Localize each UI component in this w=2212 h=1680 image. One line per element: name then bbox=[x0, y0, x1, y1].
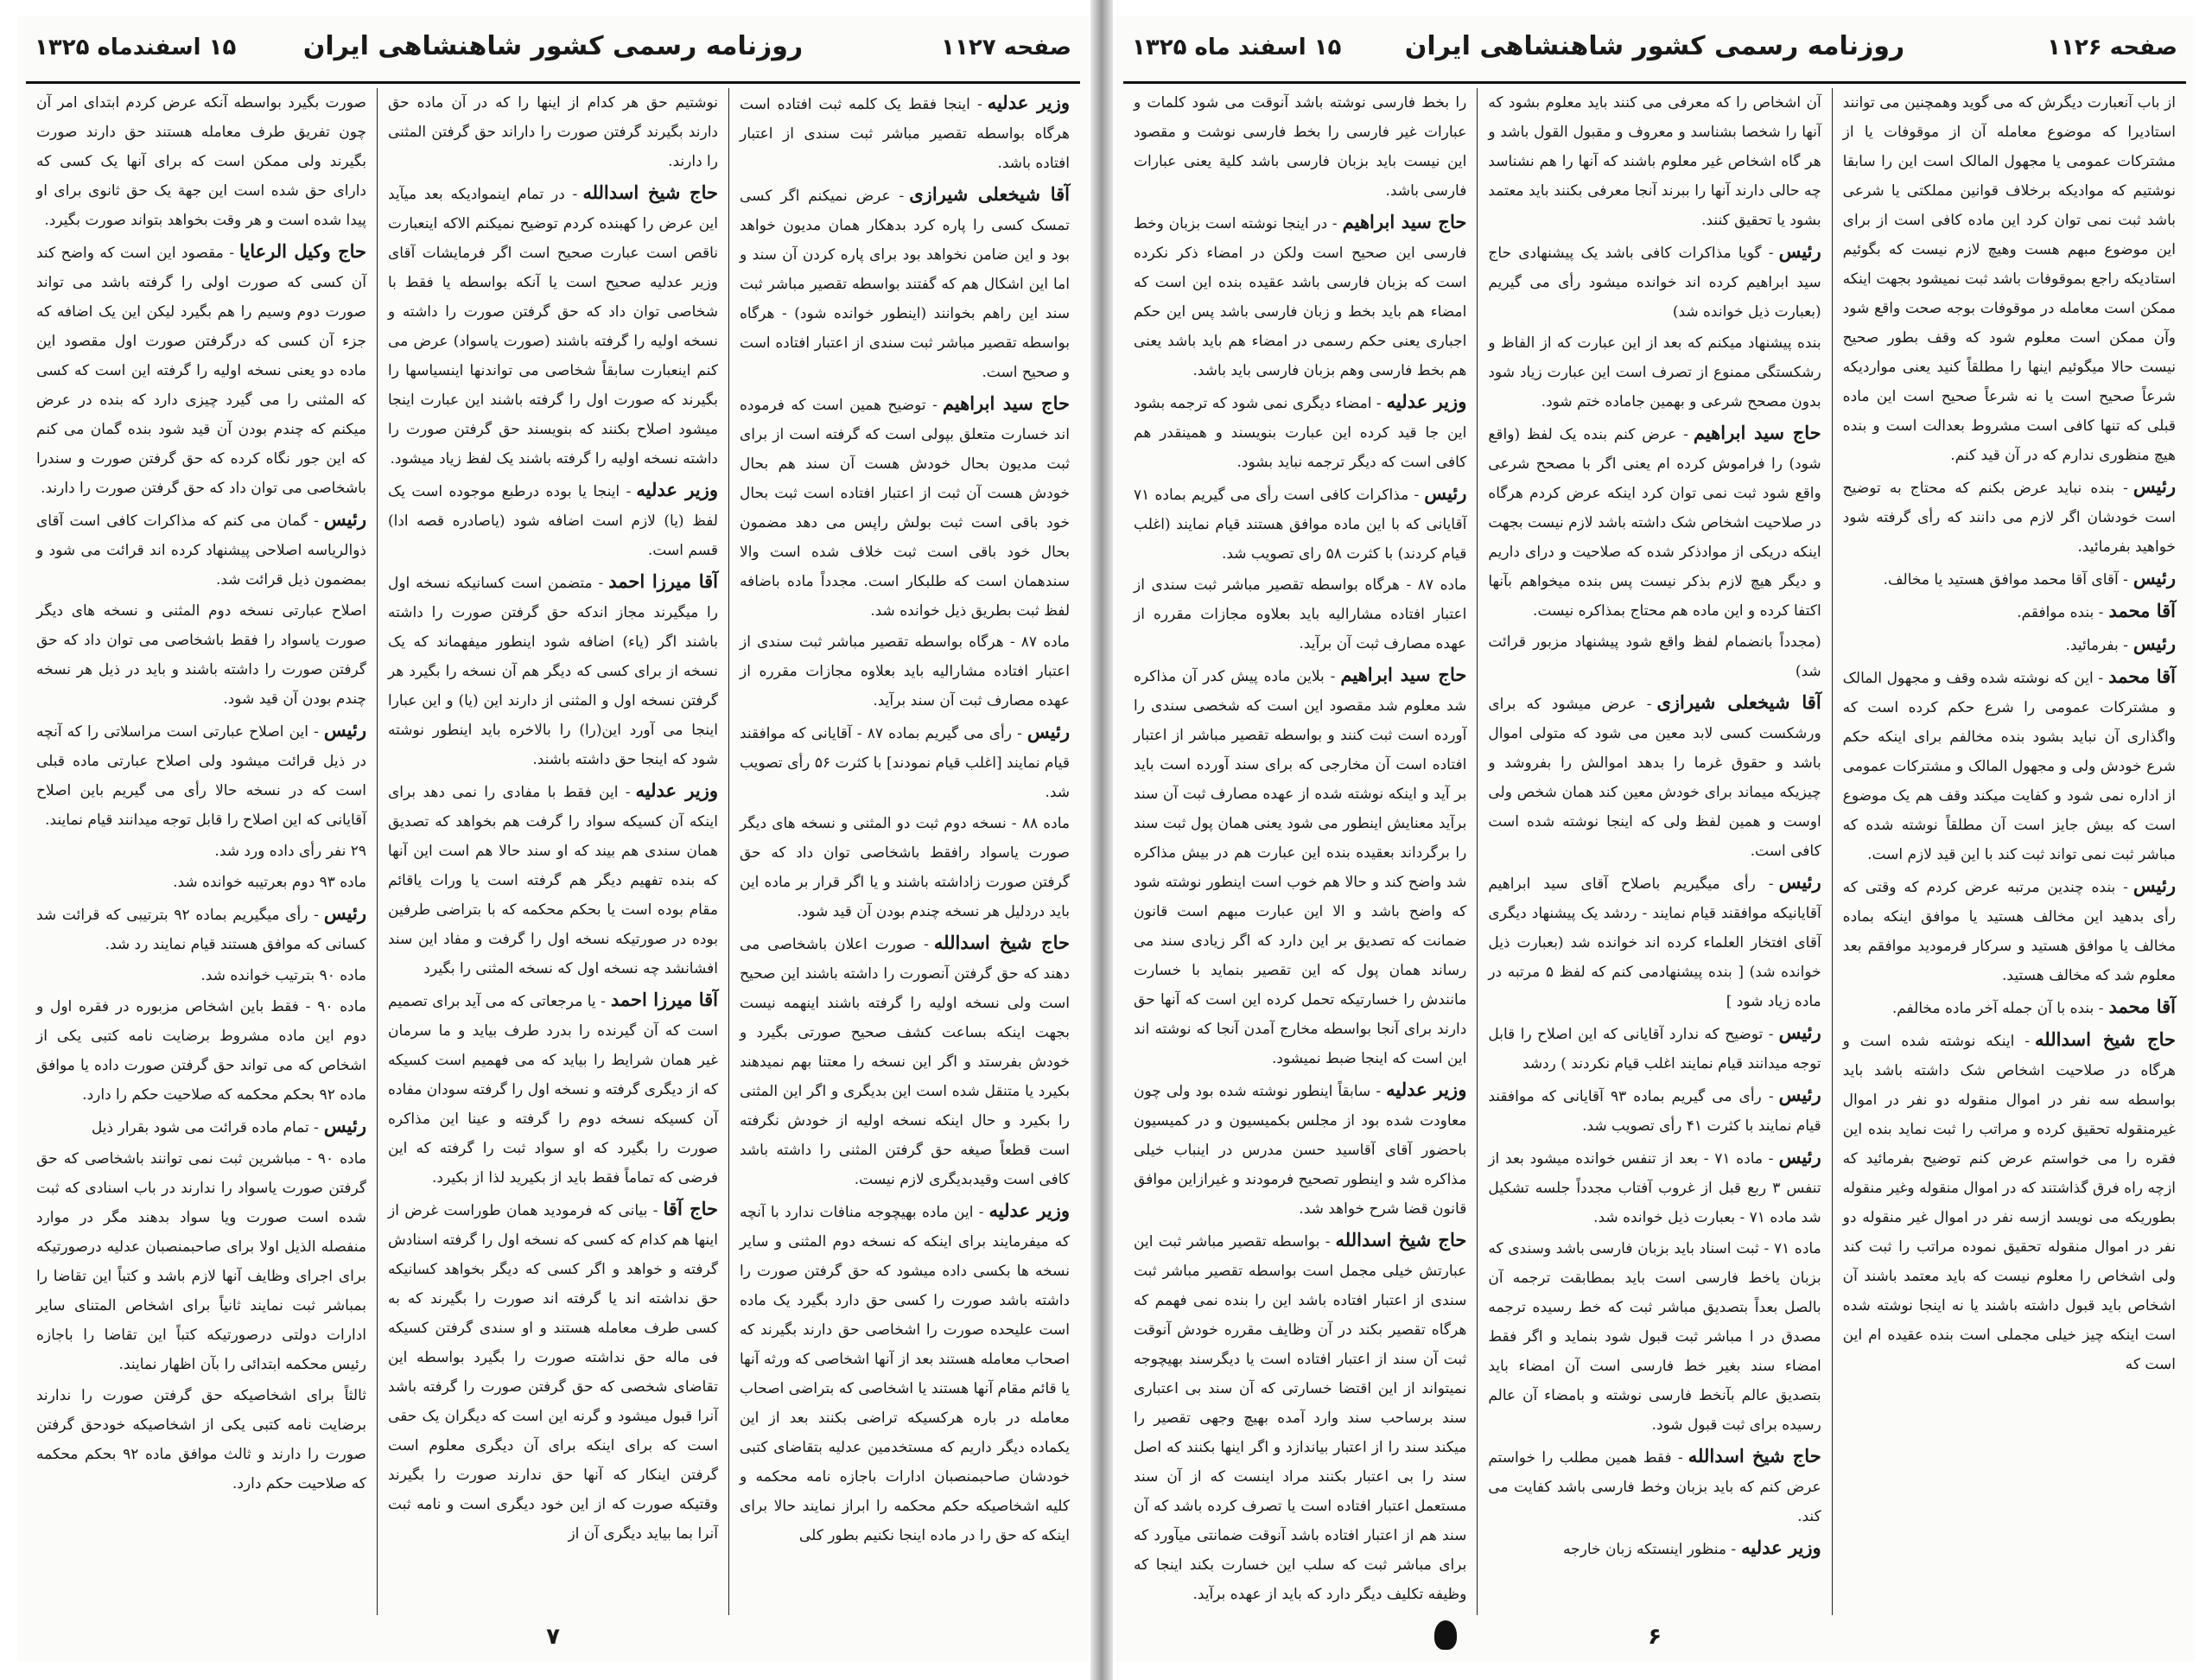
paragraph-text: ماده ۸۷ - هرگاه بواسطه تقصیر مباشر ثبت سندی از اعتبار افتاده مشارالیه باید بعلاوه مجازات مقرره از عهده مصارف ثبت آن برآید. bbox=[1134, 576, 1467, 652]
right-page-number: صفحه ۱۱۲۶ bbox=[2047, 35, 2177, 60]
paragraph bbox=[36, 1144, 366, 1379]
paragraph bbox=[1134, 207, 1466, 385]
text-column bbox=[1832, 88, 2186, 1615]
text-column bbox=[377, 88, 728, 1615]
paragraph-text: - توضیح همین است که فرموده اند خسارت متعلق بپولی است که گرفته است از برای ثبت مدیون بحال خودش هست آن سند هم بحال خودش هست آن ثبت از اعتبار افتاده است ثبت بحال خود باقی است ثبت بولش راپس می دهد مضمون بحال خود باقی است ثبت خلاف شده است والا سندهمان است که طلبکار است. مجدداً ماده باضافه لفظ ثبت بطریق ذیل خوانده شد. bbox=[740, 397, 1070, 620]
speaker-name: رئیس bbox=[1424, 482, 1467, 504]
paragraph bbox=[388, 88, 718, 176]
right-page-header bbox=[1123, 28, 2186, 84]
paragraph bbox=[36, 1381, 366, 1499]
paragraph-text: - این که نوشته شده وقف و مجهول المالک و مشترکات عمومی را شرع حکم کرده است که واگذاری آن نباید بشود بنده مخالفم برای اینکه حکم شرع خودش ولی و مجهول المالک و مشترکات عمومی از اداره نمی شود و کفایت میکند وقف هم یک موضوع است که بیش جایز است آن مطلقاً نوشته شده که مباشر ثبت نمی تواند ثبت کند با این قید لازم است. bbox=[1842, 670, 2176, 863]
paragraph-text: - بنده با آن جمله آخر ماده مخالفم. bbox=[1891, 1000, 2104, 1017]
paragraph bbox=[1488, 1142, 1821, 1232]
paragraph-text: - عرض کنم بنده یک لفظ (واقع شود) را فراموش کرده ام یعنی اگر با مصحح شرعی واقع شود ثبت نمی توان کرد اینکه عرض کردم هرگاه در صلاحیت اشخاص شک داشته باشد لازم نیست بجهت اینکه دریکی از موادذکر شده که صلاحیت و درای داریم و دیگر هیچ لازم بذکر نیست پس بنده میخواهم بآنها اکتفا کرده و این ماده هم محتاج بمذاکره نیست. bbox=[1488, 426, 1821, 620]
left-page-date: ۱۵ اسفندماه ۱۳۲۵ bbox=[35, 35, 237, 60]
paragraph-text: - اینجا یا بوده درطبع موجوده است یک لفظ (یا) لازم است اضافه شود (یاصادره قصه ادا) قسم است. bbox=[388, 483, 718, 559]
speaker-name: حاج سید ابراهیم bbox=[1340, 664, 1467, 685]
speaker-name: وزیر عدلیه bbox=[636, 479, 718, 500]
paragraph bbox=[388, 1194, 718, 1549]
paragraph bbox=[1134, 479, 1466, 569]
speaker-name: رئیس bbox=[323, 1115, 366, 1136]
speaker-name: آقا میرزا احمد bbox=[608, 570, 718, 592]
paragraph bbox=[36, 837, 366, 866]
book-gutter bbox=[1090, 0, 1113, 1680]
speaker-name: حاج شیخ اسدالله bbox=[582, 181, 718, 203]
paragraph-text: - بنده چندین مرتبه عرض کردم که وقتی که رأی بدهید این مخالف هستید یا موافق اینکه بماده مخالف یا موافق هستید و سرکار فرمودید موافقم بعد معلوم شد که مخالف هستید. bbox=[1842, 879, 2176, 984]
paragraph bbox=[1843, 563, 2176, 595]
speaker-name: رئیس bbox=[1027, 721, 1070, 742]
speaker-name: رئیس bbox=[323, 508, 366, 530]
paragraph-text: نوشتیم حق هر کدام از اینها را که در آن ماده حق دارند بگیرند گرفتن صورت را داراند حق گرفتن المثنی را دارند. bbox=[388, 94, 718, 170]
paragraph-text: - یا مرجعاتی که می آید برای تصمیم است که آن گیرنده را بدرد طرف بیاید و ما سرمان غیر همان شرایط را بیاید که می فهمیم است کسیکه که از دیگری گرفته و نسخه اول را گرفته سودان مفاده آن کسیکه نسخه دوم را گرفته و عینا این مذاکره صورت را بگیرد که او سواد ثبت را گرفته که این فرضی که تماماً فقط باید از بکیرید لذا از بکیرد. bbox=[388, 993, 718, 1187]
paragraph bbox=[1134, 1075, 1466, 1224]
text-column bbox=[1123, 88, 1477, 1615]
paragraph-text: - سابقاً اینطور نوشته شده بود ولی چون معاودت شده بود از مجلس بکمیسیون و در کمیسیون باحضور آقای آقاسید حسن مدرس در اینباب خیلی مذاکره شد و اینطور تصحیح فرمودند و غیرازاین موافق قانون قضا شرح خواهد شد. bbox=[1134, 1083, 1467, 1218]
speaker-name: حاج سید ابراهیم bbox=[1342, 211, 1467, 232]
paragraph bbox=[36, 899, 366, 959]
paragraph bbox=[1488, 1441, 1821, 1531]
left-page-number: صفحه ۱۱۲۷ bbox=[941, 35, 1071, 60]
paragraph bbox=[740, 1196, 1070, 1550]
paragraph-text: ماده ۹۰ - مباشرین ثبت نمی توانند باشخاصی که حق گرفتن صورت یاسواد را ندارند در باب اسنادی که ثبت شده است صورت ویا سواد بدهند مگر در موارد منفصله الذیل اولا برای صاحبمنصبان عدلیه درصورتیکه برای اجرای وظایف آنها لازم باشد و کتباً این تقاضا را بمباشر ثبت نمایند ثانیاً برای اشخاص المتنای سایر ادارات دولتی درصورتیکه کتباً این تقاضا را باجازه رئیس محکمه ابتدائی را بآن اظهار نمایند. bbox=[36, 1150, 366, 1373]
paragraph bbox=[36, 961, 366, 990]
speaker-name: رئیس bbox=[1778, 1021, 1821, 1043]
speaker-name: حاج سید ابراهیم bbox=[942, 392, 1070, 414]
right-page-date: ۱۵ اسفند ماه ۱۳۲۵ bbox=[1132, 35, 1342, 60]
paragraph bbox=[740, 180, 1070, 387]
paragraph bbox=[1134, 1225, 1466, 1609]
paragraph bbox=[740, 88, 1070, 178]
paragraph-text: - تمام ماده قرائت می شود بقرار ذیل bbox=[91, 1119, 319, 1136]
paragraph-text: - بفرمائید. bbox=[2065, 637, 2128, 654]
speaker-name: حاج شیخ اسدالله bbox=[933, 932, 1070, 953]
paragraph bbox=[740, 809, 1070, 926]
speaker-name: حاج وکیل الرعایا bbox=[238, 240, 366, 262]
paragraph bbox=[388, 567, 718, 774]
speaker-name: حاج شیخ اسدالله bbox=[1335, 1229, 1467, 1250]
left-page bbox=[17, 16, 1089, 1662]
left-page-columns bbox=[26, 88, 1080, 1615]
speaker-name: رئیس bbox=[2133, 567, 2176, 589]
paragraph bbox=[1488, 627, 1821, 686]
paragraph-text: از باب آنعبارت دیگرش که می گوید وهمچنین می توانند استادیرا که موضوع معامله آن از موقوفات یا از مشترکات عمومی یا مجهول المالک است این را سابقا نوشتیم که موادیکه برخلاف قوانین مملکتی یا شرعی باشد ثبت نمی توان کرد این ماده کافی است از برای این موضوع مبهم هست وهیچ لازم نیست که بگوئیم استادیکه راجع بموقوفات باشد ثبت نمیشود بجهت اینکه ممکن است معامله در موقوفات بوجه صحت واقع شود وآن ممکن است معلوم شود که وقف بطور صحیح نیست حالا میگوئیم اینها را مطلقاً کنید یعنی مواردیکه شرعاً صحیح است یا نه شرعاً صحیح است این ماده قبلی که تنها کافی است مشروط بعدالت است و بنده هیچ منظوری ندارم که در آن قید کنم. bbox=[1842, 94, 2176, 464]
speaker-name: آقا میرزا احمد bbox=[610, 989, 718, 1010]
paragraph bbox=[1843, 871, 2176, 990]
speaker-name: رئیس bbox=[1778, 871, 1821, 893]
paragraph-text: - رأی میگیریم بماده ۹۲ بترتیبی که قرائت شد کسانی که موافق هستند قیام نمایند رد شد. bbox=[36, 907, 366, 953]
ink-blot-icon bbox=[1434, 1620, 1457, 1650]
paragraph bbox=[388, 475, 718, 565]
paragraph-text: - رأی می گیریم بماده ۸۷ - آقایانی که موافقند قیام نمایند [اغلب قیام نمودند] با کثرت ۵۶ رأی تصویب شد. bbox=[740, 725, 1070, 801]
paragraph-text: - گمان می کنم که مذاکرات کافی است آقای ذوالریاسه اصلاحی پیشنهاد کرده اند قرائت می شود و بمضمون ذیل قرائت شد. bbox=[36, 512, 366, 589]
paragraph-text: - عرض نمیکنم اگر کسی تمسک کسی را پاره کرد بدهکار همان مدیون خواهد بود و این ضامن نخواهد بود برای پاره کردن آن سند و اما این اشکال هم که گفتند بواسطه تقصیر مباشر ثبت سند این راهم بخوانند (اینطور خوانده شود) - هرگاه بواسطه تقصیر مباشر ثبت سندی از اعتبار افتاده است و صحیح است. bbox=[740, 188, 1070, 381]
speaker-name: وزیر عدلیه bbox=[635, 780, 718, 801]
paragraph bbox=[1843, 596, 2176, 627]
left-page-title: روزنامه رسمی کشور شاهنشاهی ایران bbox=[302, 31, 804, 61]
paragraph bbox=[740, 928, 1070, 1194]
paragraph bbox=[1843, 992, 2176, 1023]
paragraph-text: - امضاء دیگری نمی شود که ترجمه بشود این جا قید کرده این عبارت بنویسند و همینقدر هم کافی است که دیگر ترجمه نباید بشود. bbox=[1134, 395, 1467, 471]
speaker-name: رئیس bbox=[2133, 633, 2176, 654]
paragraph-text: - بنده نباید عرض بکنم که محتاج به توضیح است خودشان اگر لازم می دانند که رأی گرفته شود خواهید بفرمائید. bbox=[1842, 480, 2176, 556]
paragraph bbox=[36, 505, 366, 595]
text-column bbox=[26, 88, 377, 1615]
paragraph bbox=[1488, 1234, 1821, 1440]
paragraph bbox=[388, 178, 718, 474]
paragraph-text: صورت بگیرد بواسطه آنکه عرض کردم ابتدای امر آن چون تفریق طرف معامله هستند حق دارند صورت بگیرند ولی ممکن است که برای آنها یک کسی که دارای حق شده است این جهة یک حق ثانوی برای او پیدا شده است و هر وقت بخواهد بتواند صورت بگیرد. bbox=[36, 94, 366, 229]
paragraph bbox=[1488, 1018, 1821, 1079]
paragraph bbox=[36, 716, 366, 835]
speaker-name: حاج شیخ اسدالله bbox=[1688, 1445, 1821, 1467]
paragraph-text: - متضمن است کسانیکه نسخه اول را میگیرند مجاز اندکه حق گرفتن صورت را داشته باشند اگر (یاء) اضافه شود اینطور میفهماند که یک نسخه از برای کسی که دیگر هم آن نسخه را بگیرد هر گرفتن نسخه اول و المثنی از دارند این (یا) و این عبارا اینجا می آورد این(را) را بالاخره باید اینطور نوشته شود که اینجا حق داشته باشند. bbox=[388, 575, 718, 768]
paragraph-text: (مجدداً بانضمام لفظ واقع شود پیشنهاد مزبور قرائت شد) bbox=[1488, 633, 1821, 680]
paragraph bbox=[740, 717, 1070, 807]
paragraph-text: - اینجا فقط یک کلمه ثبت افتاده است هرگاه بواسطه تقصیر مباشر ثبت سندی از اعتبار افتاده باشد. bbox=[740, 96, 1070, 172]
paragraph-text: ماده ۹۰ - فقط باین اشخاص مزبوره در فقره اول و دوم این ماده مشروط برضایت نامه کتبی یکی از اشخاص که می تواند حق گرفتن صورت داده یا موافق ماده ۹۲ بحکم محکمه که صلاحیت حکم را دارد. bbox=[36, 998, 367, 1104]
paragraph bbox=[1488, 88, 1821, 235]
right-page-folio: ۶ bbox=[1648, 1624, 1662, 1650]
paragraph bbox=[1488, 1533, 1821, 1564]
paragraph-text: - بنده موافقم. bbox=[2017, 604, 2104, 621]
speaker-name: وزیر عدلیه bbox=[987, 92, 1070, 113]
speaker-name: آقا محمد bbox=[2108, 996, 2176, 1017]
paragraph bbox=[36, 596, 366, 714]
paragraph bbox=[1134, 387, 1466, 477]
paragraph-text: - فقط همین مطلب را خواستم عرض کنم که باید بزبان وخط فارسی باشد کفایت می کند. bbox=[1488, 1449, 1821, 1525]
paragraph-text: - این اصلاح عبارتی است مراسلاتی را که آنچه در ذیل قرائت میشود ولی اصلاح عبارتی ماده قبلی است که در نسخه حالا رأی می گیریم باین اصلاح آقایانی که این اصلاح را قابل توجه میدانند قیام نمایند. bbox=[36, 723, 366, 829]
speaker-name: حاج آقا bbox=[663, 1198, 719, 1219]
speaker-name: رئیس bbox=[1778, 1084, 1821, 1105]
paragraph bbox=[36, 1111, 366, 1142]
paragraph-text: ماده ۹۳ دوم بعرتیبه خوانده شد. bbox=[173, 874, 366, 891]
paragraph bbox=[36, 88, 366, 235]
paragraph-text: - ماده ۷۱ - بعد از تنفس خوانده میشود بعد از تنفس ۳ ربع قبل از غروب آفتاب مجدداً جلسه تشکیل شد ماده ۷۱ - بعبارت ذیل خوانده شد. bbox=[1488, 1150, 1821, 1226]
paragraph-text: - این فقط با مفادی را نمی دهد برای اینکه آن کسیکه سواد را گرفت هم بخواهد که تصدیق همان سندی هم بیند که او سند حالا هم است این آنها که بنده تفهیم دیگر هم گرفته است یا ورات یاقائم مقام بوده است یا بحکم محکمه که با بتراضی طرفین بوده در صورتیکه نسخه اول را گرفت و مفاد این سند افشانشد چه نسخه اول که نسخه المثنی را بگیرد bbox=[388, 784, 718, 977]
text-column bbox=[728, 88, 1080, 1615]
paragraph-text: ماده ۷۱ - ثبت اسناد باید بزبان فارسی باشد وسندی که بزبان یاخط فارسی است باید بمطابقت ترجمه آن بالصل بعداً بتصدیق مباشر ثبت که خط رسیده ترجمه مصدق در ا مباشر ثبت قبول شود بنماید و اگر فقط امضاء سند بغیر خط فارسی است آن امضاء باید بتصدیق عالم بآنخط فارسی نوشته و بامضاء آن عالم رسیده برای ثبت قبول شود. bbox=[1488, 1240, 1821, 1434]
speaker-name: رئیس bbox=[2133, 875, 2176, 896]
speaker-name: وزیر عدلیه bbox=[1386, 391, 1467, 412]
speaker-name: رئیس bbox=[1778, 1146, 1821, 1168]
paragraph-text: - مذاکرات کافی است رأی می گیریم بماده ۷۱ آقایانی که با این ماده موافق هستند قیام نمایند (اغلب قیام کردند) با کثرت ۵۸ رای تصویب شد. bbox=[1134, 487, 1467, 563]
paragraph bbox=[1843, 88, 2176, 470]
left-page-folio: ۷ bbox=[546, 1624, 560, 1650]
paragraph-text: - رأی میگیریم باصلاح آقای سید ابراهیم آقایانیکه موافقند قیام نمایند - ردشد یک پیشنهاد دیگری آقای افتخار العلماء کرده اند خوانده شد (بعبارت ذیل خوانده شد) [ بنده پیشنهادمی کنم که لفظ ۵ مرتبه در ماده زیاد شود ] bbox=[1488, 875, 1821, 1010]
paragraph-text: - اینکه نوشته شده است و هرگاه در صلاحیت اشخاص شک داشته باشد باید بواسطه سه نفر در اموال منقوله دو نفر در اموال غیرمنقوله تحقیق کرده و مراتب را ثبت نماید بنده این فقره را می خواستم عرض کنم توضیح بفرمائید که ازچه راه فرق گذاشتند که در اموال منقوله وغیر منقوله بطوریکه می نویسد ازسه نفر در اموال غیر منقوله دو نفر در اموال منقوله تحقیق نموده مراتب را ثبت کند ولی اشخاص را معلوم نیست که باید معتمد باشند آن اشخاص باید قبول داشته باشند یا نه اینجا نوشته شده است اینکه چیز خیلی مجملی است بنده عقیده ام این است که bbox=[1842, 1033, 2176, 1373]
paragraph bbox=[1488, 237, 1821, 327]
paragraph bbox=[1488, 328, 1821, 417]
paragraph bbox=[1488, 868, 1821, 1016]
paragraph bbox=[1488, 1080, 1821, 1141]
paragraph bbox=[1134, 660, 1466, 1073]
speaker-name: آقا شیخعلی شیرازی bbox=[1656, 691, 1821, 713]
paragraph bbox=[36, 992, 366, 1110]
speaker-name: رئیس bbox=[323, 902, 367, 924]
paragraph bbox=[1488, 418, 1821, 626]
speaker-name: آقا محمد bbox=[2108, 665, 2176, 687]
paragraph bbox=[1134, 570, 1466, 659]
speaker-name: رئیس bbox=[323, 719, 366, 741]
paragraph-text: ثالثاً برای اشخاصیکه حق گرفتن صورت را ندارند برضایت نامه کتبی یکی از اشخاصیکه خودحق گرفتن صورت را دارند و ثالث موافق ماده ۹۲ بحکم محکمه که صلاحیت حکم دارد. bbox=[36, 1387, 366, 1492]
paragraph-text: ماده ۹۰ بترتیب خوانده شد. bbox=[200, 967, 366, 984]
paragraph-text: اصلاح عبارتی نسخه دوم المثنی و نسخه های دیگر صورت یاسواد را فقط باشخاصی می توان داد که حق گرفتن صورت را داشته باشند و باید در ذیل هر نسخه چندم بودن آن قید شود. bbox=[36, 602, 366, 708]
right-page-title: روزنامه رسمی کشور شاهنشاهی ایران bbox=[1404, 31, 1905, 61]
text-column bbox=[1477, 88, 1831, 1615]
paragraph bbox=[1488, 688, 1821, 866]
paragraph bbox=[36, 868, 366, 897]
paragraph-text: - رأی می گیریم بماده ۹۳ آقایانی که موافقند قیام نمایند با کثرت ۴۱ رأی تصویب شد. bbox=[1488, 1088, 1821, 1135]
paragraph bbox=[740, 389, 1070, 626]
paragraph-text: آن اشخاص را که معرفی می کنند باید معلوم بشود که آنها را شخصا بشناسد و معروف و مقبول القول باشد و هر گاه اشخاص غیر معلوم باشند که آنها را هم نشناسد چه حالی دارند آنها را ببرند آنجا معرفی بکنند باید معتمد بشود یا تحقیق کنند. bbox=[1488, 94, 1821, 229]
speaker-name: حاج سید ابراهیم bbox=[1693, 422, 1821, 443]
paragraph-text: ماده ۸۸ - نسخه دوم ثبت دو المثنی و نسخه های دیگر صورت یاسواد رافقط باشخاصی توان داد که حق گرفتن صورت زاداشته باشند و یا اگر قرار بر ماده این باید دردلیل هر نسخه چندم بودن آن قید شود. bbox=[740, 815, 1070, 920]
paragraph bbox=[1134, 88, 1466, 206]
speaker-name: حاج شیخ اسدالله bbox=[2035, 1028, 2176, 1050]
paragraph-text: بنده پیشنهاد میکنم که بعد از این عبارت که از الفاظ و رشکستگی ممنوع از تصرف است این عبارت زیاد شود بدون مصحح شرعی و بهمین جاماده ختم شود. bbox=[1488, 334, 1821, 410]
paragraph-text: - آقای آقا محمد موافق هستید یا مخالف. bbox=[1883, 571, 2128, 589]
paragraph bbox=[1843, 629, 2176, 660]
right-page bbox=[1115, 16, 2195, 1662]
paragraph-text: - بواسطه تقصیر مباشر ثبت این عبارتش خیلی مجمل است بواسطه تقصیر مباشر ثبت سندی از اعتبار افتاده باشد این را بنده نمی فهمم که هرگاه تقصیر بکند در آن وظایف مقرره خودش آنوقت ثبت آن سند از اعتبار افتاده است یا دیگرسند بهیچوجه نمیتواند از این اقتضا خسارتی که آن سند بی اعتباری سند برساحب سند وارد آمده بهیچ وجهی تقصیر را میکند سند را از اعتبار بیاندازد و اگر اینها بکنند که اصل سند را بی اعتبار بکنند مراد اینست که از آن سند مستعمل اعتبار افتاده است یا تصرف کرده باشد که آن سند هم از اعتبار افتاده باشد آنوقت ضمانتی میآورد که برای مباشر ثبت که سلب این خسارت بکند اینجا که وظیفه تکلیف دیگر دارد که باید از عهده برآید. bbox=[1134, 1233, 1467, 1603]
left-page-header bbox=[26, 28, 1080, 84]
paragraph bbox=[1843, 1025, 2176, 1379]
paragraph-text: - گویا مذاکرات کافی باشد یک پیشنهادی حاج سید ابراهیم کرده اند خوانده میشود رأی می گیریم (بعبارت ذیل خوانده شد) bbox=[1488, 245, 1821, 321]
paragraph-text: - در تمام اینموادیکه بعد میآید این عرض را کهبنده کردم توضیح نمیکنم الاکه اینعبارت ناقص است عبارت صحیح است اگر فرمایشات آقای وزیر عدلیه صحیح است یا آنکه بواسطه یا فقط با شخاصی توان داد که حق گرفتن صورت را داشته و نسخه اولیه را گرفته باشند (صورت یاسواد) عرض می کنم اینعبارت سابقاً شخاصی می تواندنها اینسیاسها را بگیرند که صورت اول را گرفته باشند این عبارت اینجا میشود اصلاح بکنند که بنویسند حق گرفتن صورت را داشته نسخه اولیه را گرفته باشند یک لفظ زیاد میشود. bbox=[388, 186, 718, 468]
paragraph-text: - این ماده بهیچوجه منافات ندارد با آنچه که میفرمایند برای اینکه که نسخه دوم المثنی و سایر نسخه ها بکسی داده میشود که حق گرفتن صورت را داشته باشد صورت را کسی حق دارد بگیرد یک ماده است علیحده صورت را اشخاصی حق دارند بگیرند که اصحاب معامله هستند بعد از آنها اشخاصی که ورثه آنها یا قائم مقام آنها هستند یا اشخاصی که بتراضی اصحاب معامله در باره هرکسیکه تراضی بکنند بعد از این یکماده دیگر داریم که مستخدمین عدلیه بتقاضای کتبی خودشان صاحبمنصبان ادارات باجازه نامه محکمه و کلیه اشخاصیکه حکم محکمه را ابراز نمایند حالا برای اینکه که حق را در ماده اینجا نکنیم بطور کلی bbox=[740, 1204, 1070, 1544]
speaker-name: وزیر عدلیه bbox=[988, 1200, 1070, 1221]
paragraph-text: ماده ۸۷ - هرگاه بواسطه تقصیر مباشر ثبت سندی از اعتبار افتاده مشارالیه باید بعلاوه مجازات مقرره از عهده مصارف ثبت آن سند برآید. bbox=[740, 633, 1070, 710]
paragraph bbox=[740, 627, 1070, 716]
paragraph bbox=[1843, 662, 2176, 869]
paragraph-text: - مقصود این است که واضح کند آن کسی که صورت اولی را گرفته باشد می تواند صورت دوم وسیم را هم بگیرد لیکن این یک اضافه که جزء آن کسی که درگرفتن صورت اول مقصود این ماده دو یعنی نسخه اولیه را گرفته این است که کسی که المثنی را می گیرد چیزی دارد که بنده در عرض میکنم که چندم بودن آن قید شود بنده گمان می کنم که این جور نگاه کرده که حق گرفتن صورت و سندرا باشخاصی می توان داد که حق گرفتن صورت را دارند. bbox=[36, 245, 366, 497]
speaker-name: آقا شیخعلی شیرازی bbox=[909, 183, 1070, 205]
speaker-name: آقا محمد bbox=[2108, 600, 2176, 621]
right-page-columns bbox=[1123, 88, 2186, 1615]
paragraph-text: - عرض میشود که برای ورشکست کسی لابد معین می شود که متولی اموال باشد و حقوق غرما را بدهد اموالش را بفروشد و چیزیکه میماند برای خودش معین کند همان شخص ولی اوست و همین لفظ ولی که اینجا نوشته شده است کافی است. bbox=[1488, 696, 1821, 860]
paragraph bbox=[36, 237, 366, 503]
paragraph bbox=[388, 776, 718, 983]
speaker-name: رئیس bbox=[1778, 240, 1821, 262]
speaker-name: وزیر عدلیه bbox=[1741, 1537, 1821, 1558]
speaker-name: رئیس bbox=[2133, 475, 2176, 497]
paragraph-text: - منظور اینستکه زبان خارجه bbox=[1563, 1541, 1737, 1558]
paragraph-text: - در اینجا نوشته است بزبان وخط فارسی این صحیح است ولکن در امضاء ذکر نکرده است که بزبان فارسی باشد عقیده بنده این است که امضاء هم باید بخط و زبان فارسی باشد پس این حکم اجباری یعنی حکم رسمی در امضاء هم باید باشد یعنی هم بخط فارسی وهم بزبان فارسی باید باشد. bbox=[1134, 215, 1467, 379]
paragraph-text: - بلاین ماده پیش کدر آن مذاکره شد معلوم شد مقصود این است که شخصی سندی را آورده است ثبت کنند و بواسطه تقصیر مباشر از اعتبار افتاده است آن مخارجی که برای سند آورده است باید بر آید و اینکه نوشته شده از عهده مصارف ثبت آن سند برآید معنایش اینطور می شود یعنی همان پول ثبت سند را برگرداند بعقیده بنده این عبارت هم در بیش مذاکره شد واضح کند و حالا هم خوب است اینطور نوشته شود که واضح باشد و الا این عبارت مبهم است قانون ضمانت که تصدیق بر این دارد که اگر زیادی سند می رساند همان پول که این تقصیر بنماید با خسارت مانندش را خسارتیکه تحمل کرده این است که آنها حق دارند برای آنجا بواسطه مخارج آمدن آنجا که نوشته اند این است که اینجا ضبط نمیشود. bbox=[1134, 668, 1467, 1067]
paragraph-text: ۲۹ نفر رأی داده ورد شد. bbox=[214, 843, 366, 860]
paragraph bbox=[388, 985, 718, 1193]
paragraph-text: را بخط فارسی نوشته باشد آنوقت می شود کلمات و عبارات غیر فارسی را بخط فارسی نوشت و مقصود این نیست باید بزبان فارسی باشد کلیة یعنی عبارات فارسی باشد. bbox=[1134, 94, 1467, 200]
paragraph-text: - بیانی که فرمودید همان طوراست غرض از اینها هم کدام که کسی که نسخه اول را گرفته اسنادش گرفته و خواهد و اگر کسی که دیگر بخواهد کسانیکه حق نداشته اند یا گرفته اند صورت را بگیرند که به کسی طرف معامله هستند و او سندی گرفتن کسیکه فی ماله حق نداشته صورت را بگیرد بواسطه این تقاضای شخصی که حق گرفتن صورت را گرفته باشد آنرا قبول میشود و گرنه این است که دیگران یک حقی است که برای اینکه برای آن دیگری معلوم است گرفتن اینکار که آنها حق ندارند صورت را بگیرند وقتیکه صورت که از این خود دیگری است و نامه ثبت آنرا بما بیاید دیگری آن از bbox=[388, 1202, 718, 1543]
paragraph-text: - توضیح که ندارد آقایانی که این اصلاح را قابل توجه میدانند قیام نمایند اغلب قیام نکردند ) ردشد bbox=[1488, 1026, 1821, 1072]
paragraph bbox=[1843, 472, 2176, 562]
speaker-name: وزیر عدلیه bbox=[1386, 1079, 1467, 1100]
paragraph-text: - صورت اعلان باشخاصی می دهند که حق گرفتن آنصورت را داشته باشند این صحیح است ولی نسخه اولیه را گرفته باشند اینهمه نیست بجهت اینکه بساعت کشف صحیح صورتی بگیرد و خودش بفرستد و اگر این نسخه را معتنا بهم نمیدهند بکیرد یا متنقل شده است این بدیگری و اگر این المثنی را بکیرد و حال اینکه نسخه اولیه از خودش نگرفته است قطعاً صیغه حق گرفتن المثنی را داشته باشد کافی است وقیدبدیگری لازم نیست. bbox=[740, 936, 1070, 1188]
